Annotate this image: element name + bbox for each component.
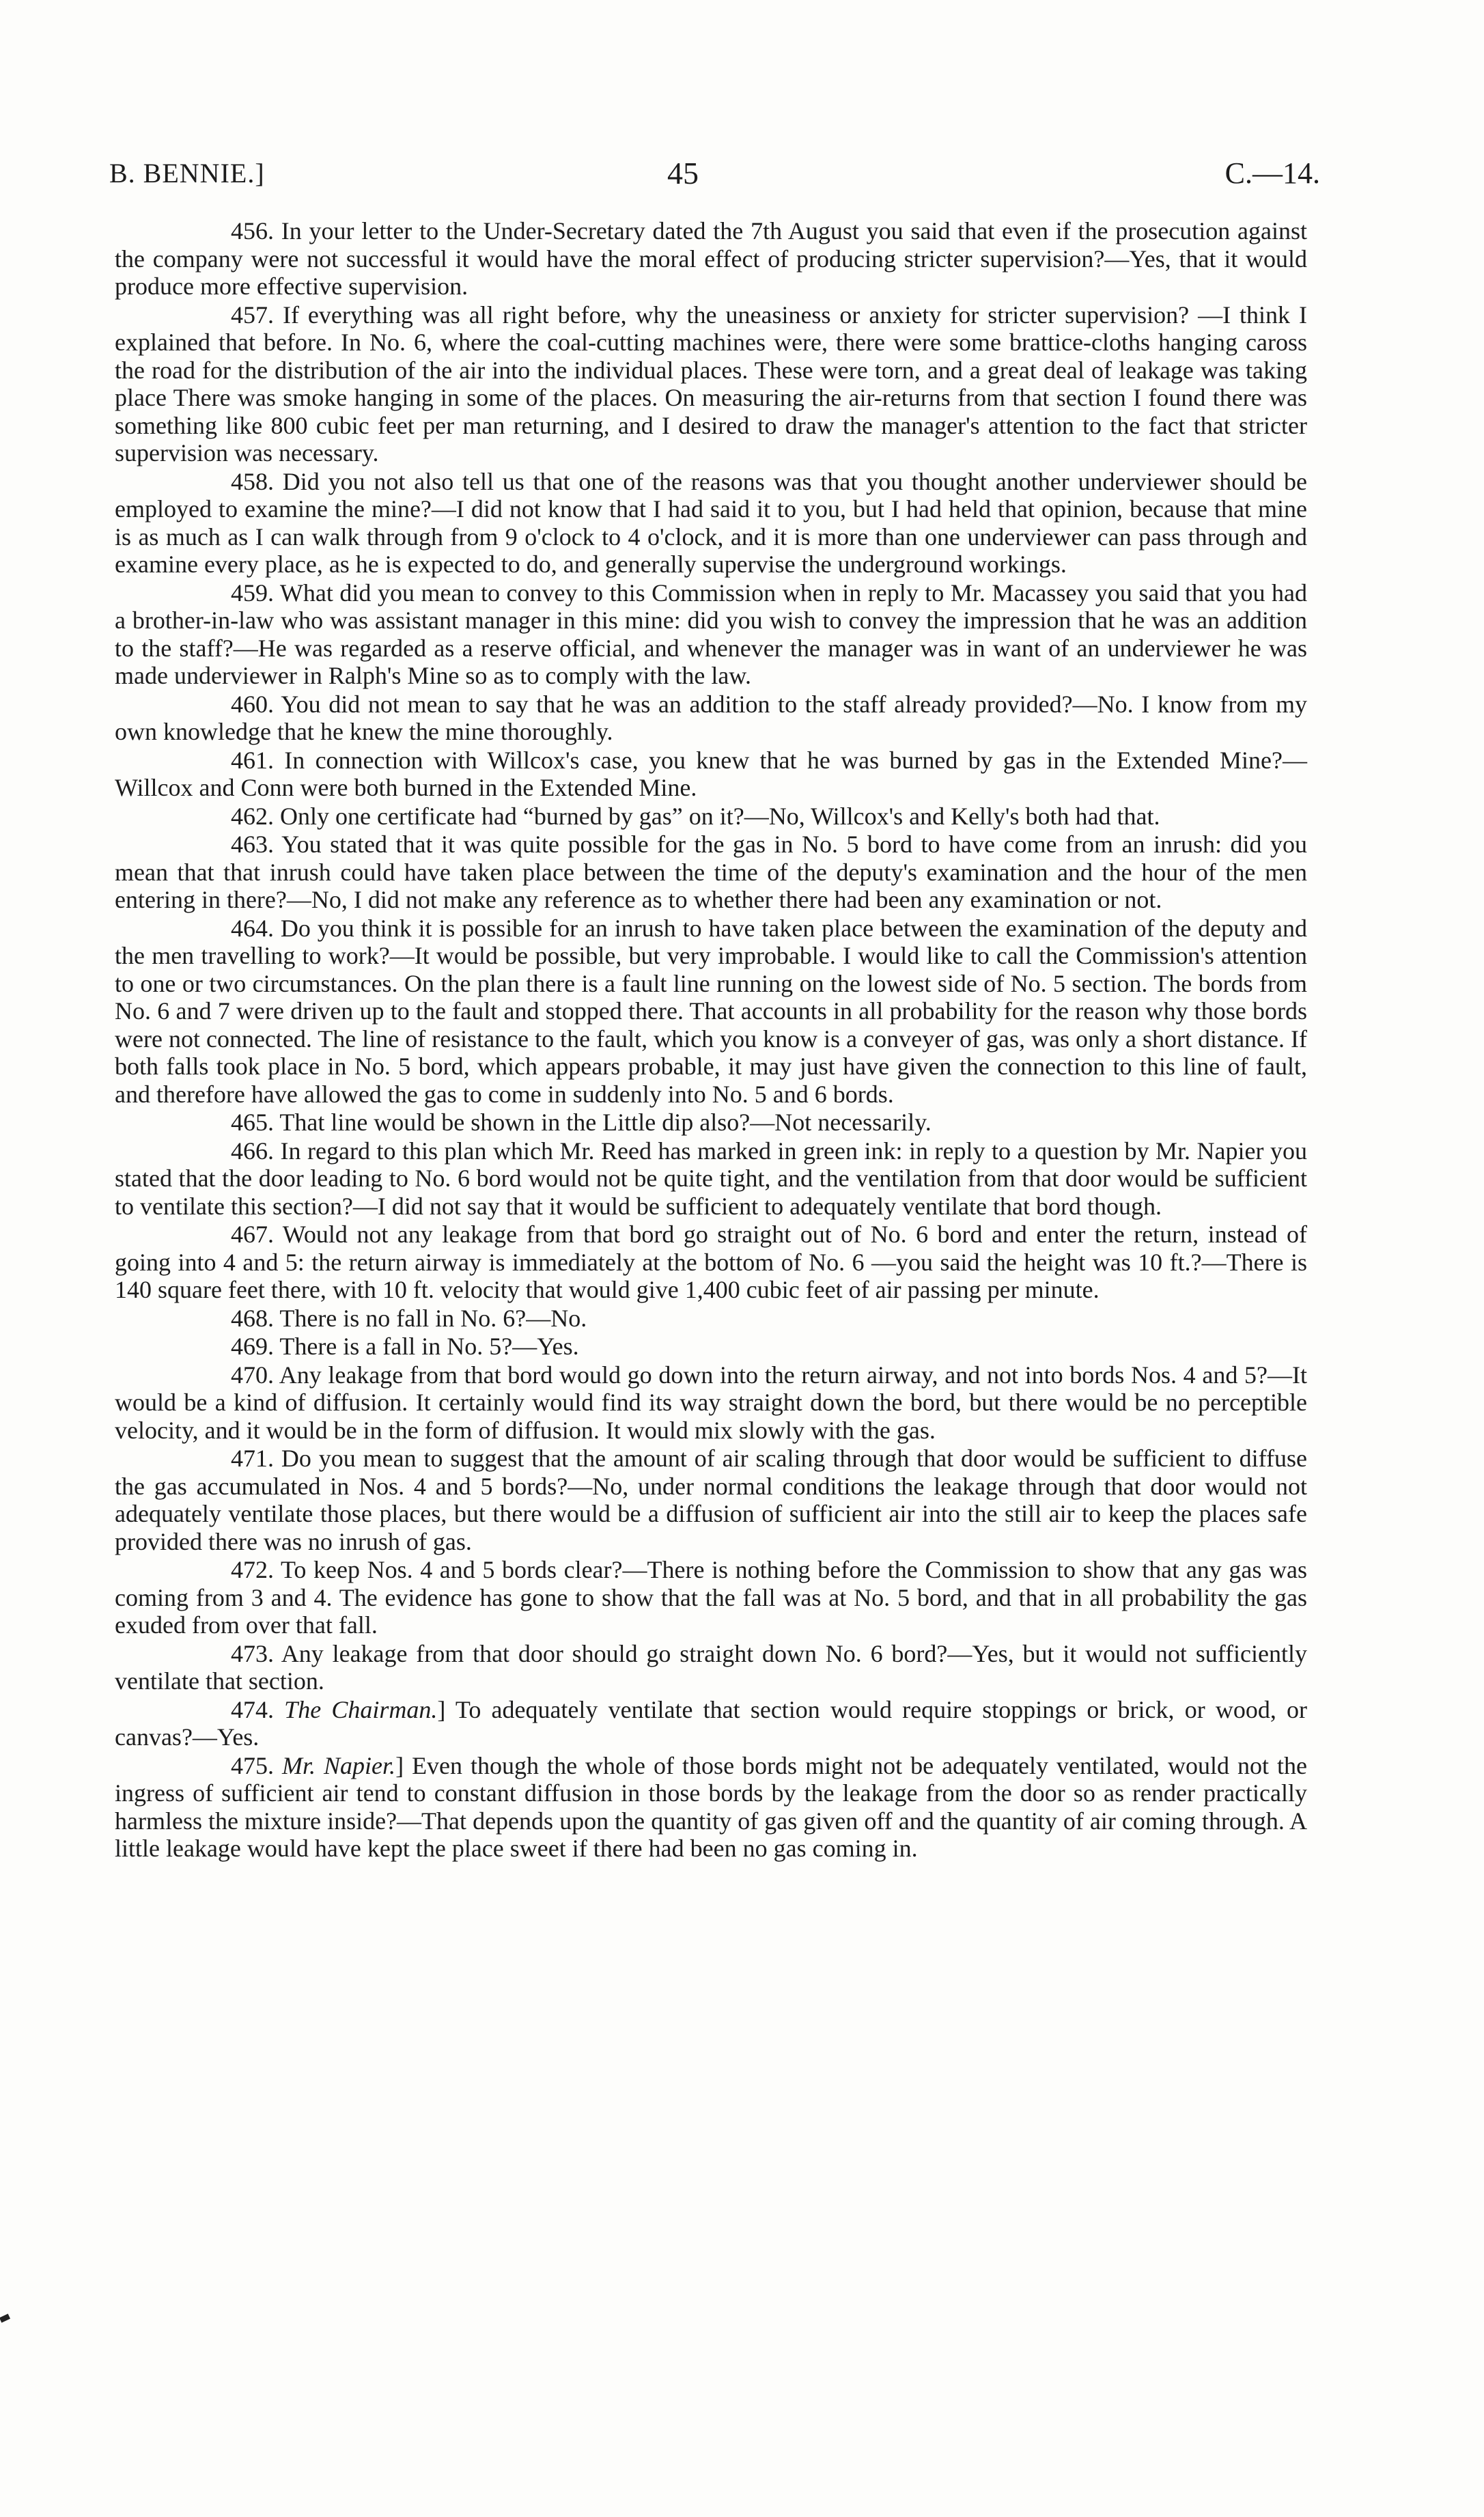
paragraph-text: ] Even though the whole of those bords might not be adequately ventilated, would not the ingress of sufficient air tend to constant diffusion in those bords by the leakage from the door so as render practically harmless the mixture inside?—That depends upon the quantity of gas given off and the quantity of air coming through. A little leakage would have kept the place sweet if there had been no gas coming in. <box>115 1751 1307 1862</box>
paragraph-text: ] To adequately ventilate that section would require stoppings or brick, or wood, or canvas?—Yes. <box>115 1695 1307 1751</box>
paragraph-456: 456. In your letter to the Under-Secretary dated the 7th August you said that even if the prosecution against the company were not successful it would have the moral effect of producing stricter supervision?—Yes, that it would produce more effective supervision. <box>115 217 1307 300</box>
speaker-name: The Chairman. <box>284 1695 438 1723</box>
paragraph-473: 473. Any leakage from that door should go straight down No. 6 bord?—Yes, but it would not sufficiently ventilate that section. <box>115 1639 1307 1695</box>
page-number: 45 <box>667 156 699 191</box>
page-header <box>0 156 1484 204</box>
paragraph-470: 470. Any leakage from that bord would go down into the return airway, and not into bords Nos. 4 and 5?—It would be a kind of diffusion. It certainly would find its way straight down the bord, but there would be no perceptible velocity, and it would be in the form of diffusion. It would mix slowly with the gas. <box>115 1361 1307 1444</box>
witness-name: B. BENNIE.] <box>109 158 265 189</box>
document-body <box>115 217 1307 1863</box>
paragraph-474 <box>115 1696 1307 1751</box>
paragraph-464: 464. Do you think it is possible for an inrush to have taken place between the examination of the deputy and the men travelling to work?—It would be possible, but very improbable. I would like to call the Commission's attention to one or two circumstances. On the plan there is a fault line running on the lowest side of No. 5 section. The bords from No. 6 and 7 were driven up to the fault and stopped there. That accounts in all probability for the reason why those bords were not connected. The line of resistance to the fault, which you know is a conveyer of gas, was only a short distance. If both falls took place in No. 5 bord, which appears probable, it may just have given the connection to this line of fault, and therefore have allowed the gas to come in suddenly into No. 5 and 6 bords. <box>115 914 1307 1108</box>
scan-mark <box>0 2313 10 2322</box>
speaker-name: Mr. Napier. <box>282 1751 396 1779</box>
paragraph-467: 467. Would not any leakage from that bord go straight out of No. 6 bord and enter the return, instead of going into 4 and 5: the return airway is immediately at the bottom of No. 6 —you said the height was 10 ft.?—There is 140 square feet there, with 10 ft. velocity that would give 1,400 cubic feet of air passing per minute. <box>115 1221 1307 1303</box>
paragraph-458: 458. Did you not also tell us that one of the reasons was that you thought another underviewer should be employed to examine the mine?—I did not know that I had said it to you, but I had held that opinion, because that mine is as much as I can walk through from 9 o'clock to 4 o'clock, and it is more than one underviewer can pass through and examine every place, as he is expected to do, and generally supervise the underground workings. <box>115 467 1307 578</box>
document-reference: C.—14. <box>1224 156 1320 190</box>
paragraph-463: 463. You stated that it was quite possible for the gas in No. 5 bord to have come from an inrush: did you mean that that inrush could have taken place between the time of the deputy's examination and the hour of the men entering in there?—No, I did not make any reference as to whether there had been any examination or not. <box>115 831 1307 913</box>
paragraph-457: 457. If everything was all right before, why the uneasiness or anxiety for stricter supervision? —I think I explained that before. In No. 6, where the coal-cutting machines were, there were some brattice-cloths hanging caross the road for the distribution of the air into the individual places. These were torn, and a great deal of leakage was taking place There was smoke hanging in some of the places. On measuring the air-returns from that section I found there was something like 800 cubic feet per man returning, and I desired to draw the manager's attention to the fact that stricter supervision was necessary. <box>115 301 1307 467</box>
paragraph-469: 469. There is a fall in No. 5?—Yes. <box>231 1333 579 1360</box>
paragraph-461: 461. In connection with Willcox's case, you knew that he was burned by gas in the Extended Mine?—Willcox and Conn were both burned in the Extended Mine. <box>115 746 1307 801</box>
paragraph-462: 462. Only one certificate had “burned by gas” on it?—No, Willcox's and Kelly's both had that. <box>231 802 1160 830</box>
paragraph-459: 459. What did you mean to convey to this Commission when in reply to Mr. Macassey you said that you had a brother-in-law who was assistant manager in this mine: did you wish to convey the impression that he was an addition to the staff?—He was regarded as a reserve official, and whenever the manager was in want of an underviewer he was made underviewer in Ralph's Mine so as to comply with the law. <box>115 579 1307 689</box>
paragraph-460: 460. You did not mean to say that he was an addition to the staff already provided?—No. I know from my own knowledge that he knew the mine thoroughly. <box>115 690 1307 745</box>
question-number: 474. <box>231 1695 285 1723</box>
paragraph-472: 472. To keep Nos. 4 and 5 bords clear?—There is nothing before the Commission to show that any gas was coming from 3 and 4. The evidence has gone to show that the fall was at No. 5 bord, and that in all probability the gas exuded from over that fall. <box>115 1556 1307 1639</box>
paragraph-468: 468. There is no fall in No. 6?—No. <box>231 1304 587 1332</box>
paragraph-465: 465. That line would be shown in the Little dip also?—Not necessarily. <box>231 1109 932 1136</box>
paragraph-466: 466. In regard to this plan which Mr. Reed has marked in green ink: in reply to a question by Mr. Napier you stated that the door leading to No. 6 bord would not be quite tight, and the ventilation from that door would be sufficient to ventilate this section?—I did not say that it would be sufficient to adequately ventilate that bord though. <box>115 1137 1307 1220</box>
paragraph-471: 471. Do you mean to suggest that the amount of air scaling through that door would be sufficient to diffuse the gas accumulated in Nos. 4 and 5 bords?—No, under normal conditions the leakage through that door would not adequately ventilate those places, but there would be a diffusion of sufficient air into the still air to keep the places safe provided there was no inrush of gas. <box>115 1445 1307 1555</box>
paragraph-475 <box>115 1752 1307 1863</box>
question-number: 475. <box>231 1751 283 1779</box>
